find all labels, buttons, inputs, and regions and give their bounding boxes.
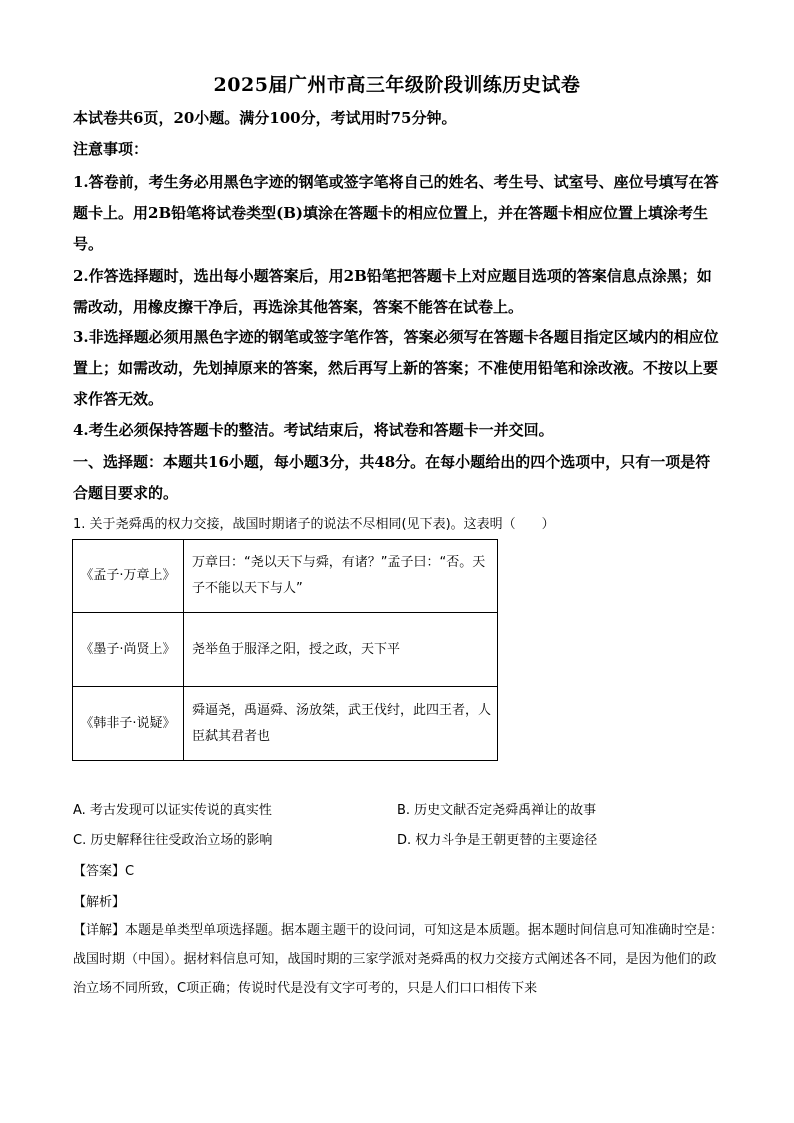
table-row (73, 687, 498, 761)
table-cell-source: 《墨子·尚贤上》 (73, 613, 184, 687)
notice-4: 4.考生必须保持答题卡的整洁。考试结束后，将试卷和答题卡一并交回。 (73, 421, 554, 439)
sources-table (72, 539, 498, 761)
option-d: D. 权力斗争是王朝更替的主要途径 (397, 833, 598, 848)
notice-1: 1.答卷前，考生务必用黑色字迹的钢笔或签字笔将自己的姓名、考生号、试室号、座位号填写在答题卡上。用2B铅笔将试卷类型(B)填涂在答题卡的相应位置上，并在答题卡相应位置上填涂考生号。 (73, 173, 719, 253)
notice-heading: 注意事项： (73, 140, 149, 158)
table-cell-text: 万章曰：“尧以天下与舜，有诸？”孟子曰：“否。天子不能以天下与人” (184, 540, 498, 613)
intro-text: 本试卷共6页，20小题。满分100分，考试用时75分钟。 (73, 109, 457, 127)
option-c: C. 历史解释往往受政治立场的影响 (73, 833, 273, 848)
table-cell-source: 《韩非子·说疑》 (73, 687, 184, 761)
detail-explanation: 【详解】本题是单类型单项选择题。据本题主题干的设问词，可知这是本质题。据本题时间信息可知准确时空是：战国时期（中国）。据材料信息可知，战国时期的三家学派对尧舜禹的权力交接方式阐述各不同，是因为他们的政治立场不同所致，C项正确；传说时代是没有文字可考的，只是人们口口相传下来 (73, 923, 724, 996)
question-stem: 1. 关于尧舜禹的权力交接，战国时期诸子的说法不尽相同(见下表)。这表明（ ） (73, 517, 555, 532)
page-title: 2025届广州市高三年级阶段训练历史试卷 (213, 74, 581, 96)
table-row (73, 613, 498, 687)
answer-label: 【答案】C (73, 864, 135, 879)
table-cell-source: 《孟子·万章上》 (73, 540, 184, 613)
table-cell-text: 舜逼尧，禹逼舜、汤放桀，武王伐纣，此四王者，人臣弑其君者也 (184, 687, 498, 761)
notice-3: 3.非选择题必须用黑色字迹的钢笔或签字笔作答，答案必须写在答题卡各题目指定区域内的相应位置上；如需改动，先划掉原来的答案，然后再写上新的答案；不准使用铅笔和涂改液。不按以上要求作答无效。 (73, 328, 719, 408)
analysis-label: 【解析】 (73, 895, 126, 910)
table-cell-text: 尧举鱼于服泽之阳，授之政，天下平 (184, 613, 498, 687)
option-a: A. 考古发现可以证实传说的真实性 (73, 803, 272, 818)
table-row (73, 540, 498, 613)
notice-2: 2.作答选择题时，选出每小题答案后，用2B铅笔把答题卡上对应题目选项的答案信息点涂黑；如需改动，用橡皮擦干净后，再选涂其他答案，答案不能答在试卷上。 (73, 267, 712, 316)
option-b: B. 历史文献否定尧舜禹禅让的故事 (397, 803, 597, 818)
section-heading: 一、选择题：本题共16小题，每小题3分，共48分。在每小题给出的四个选项中，只有一项是符合题目要求的。 (73, 453, 711, 502)
